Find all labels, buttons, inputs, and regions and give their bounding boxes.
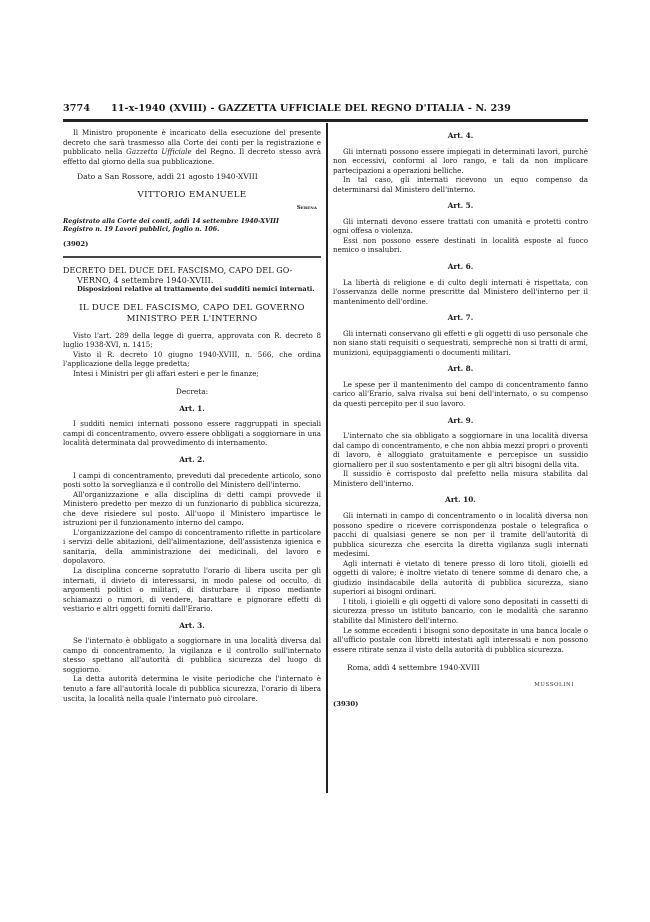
article-heading: Art. 6.: [447, 262, 474, 272]
right-column: [333, 128, 588, 710]
visto-paragraph: Visto il R. decreto 10 giugno 1940-XVIII, n. 566, che ordina l'applicazione della legge predetta;: [63, 349, 321, 369]
article-heading: Art. 2.: [179, 454, 205, 464]
article-paragraph: Le spese per il mantenimento del campo di concentramento fanno carico all'Erario, salva rivalsa sui beni dell'internato, o su compenso da questi percepito per il suo lavoro.: [333, 379, 588, 409]
left-column: [63, 128, 321, 703]
minister-signature: Serena: [296, 205, 317, 212]
column-divider: [326, 123, 328, 793]
section-rule: [63, 256, 321, 258]
article-paragraph: Il sussidio è corrisposto dal prefetto nella misura stabilita dal Ministero dell'interno.: [333, 469, 588, 488]
issuer-heading: IL DUCE DEL FASCISMO, CAPO DEL GOVERNO MINISTRO PER L'INTERNO: [79, 302, 305, 324]
article-paragraph: Gli internati conservano gli effetti e gli oggetti di uso personale che non siano stati requisiti o sequestrati, semprechè non si tratti di armi, munizioni, equipaggiamenti o documenti militari.: [333, 328, 588, 357]
intesi-paragraph: Intesi i Ministri per gli affari esteri e per le finanze;: [73, 368, 259, 378]
article-paragraph: Essi non possono essere destinati in località esposte al fuoco nemico o insalubri.: [333, 235, 588, 255]
decree-subject: Disposizioni relative al trattamento dei sudditi nemici internati.: [77, 285, 315, 293]
registration-line: Registro n. 19 Lavori pubblici, foglio n. 106.: [63, 226, 220, 234]
article-paragraph: L'organizzazione del campo di concentramento riflette in particolare i servizi delle abitazioni, dell'alimentazione, dell'assistenza igienica e sanitaria, della amministrazione dei medicinali, del lavoro e dopolavoro.: [63, 527, 321, 566]
article-heading: Art. 4.: [447, 131, 474, 140]
article-paragraph: Gli internati possono essere impiegati in determinati lavori, purchè non eccessivi, conformi al loro rango, e tali da non implicare partecipazioni a operazioni belliche.: [333, 146, 588, 175]
mussolini-signature: MUSSOLINI: [534, 681, 574, 688]
gazette-name: Gazzetta Ufficiale: [126, 147, 192, 157]
article-heading: Art. 1.: [179, 403, 205, 413]
article-heading: Art. 8.: [447, 364, 474, 374]
article-heading: Art. 3.: [179, 620, 205, 630]
decree-title: DECRETO DEL DUCE DEL FASCISMO, CAPO DEL GO- VERNO, 4 settembre 1940-XVIII.: [63, 266, 293, 285]
page-number: 3774: [63, 103, 91, 114]
article-heading: Art. 5.: [447, 201, 474, 211]
article-paragraph: Le somme eccedenti i bisogni sono depositate in una banca locale o all'ufficio postale con libretti intestati agli interessati e non possono essere ritirate senza il visto della autorità di pubblica sicurezza.: [333, 625, 588, 654]
article-paragraph: In tal caso, gli internati ricevono un equo compenso da determinarsi dal Ministero dell'interno.: [333, 175, 588, 194]
article-heading: Art. 9.: [447, 415, 474, 425]
article-paragraph: La disciplina concerne sopratutto l'orario di libera uscita per gli internati, il divieto di interessarsi, in modo palese od occulto, di argomenti politici o militari, di disturbare il riposo mediante schiamazzi o rumori, di vendere, barattare e pignorare effetti di vestiario e altri oggetti forniti dall'Erario.: [63, 565, 321, 614]
dato-line: Dato a San Rossore, addì 21 agosto 1940-XVIII: [77, 172, 258, 182]
article-paragraph: I titoli, i gioielli e gli oggetti di valore sono depositati in cassetti di sicurezza presso un istituto bancario, con le modalità che saranno stabilite dal Ministero dell'interno.: [333, 596, 588, 625]
article-heading: Art. 7.: [447, 313, 474, 323]
roma-date-line: Roma, addì 4 settembre 1940-XVIII: [347, 663, 480, 673]
running-title: 11-x-1940 (XVIII) - GAZZETTA UFFICIALE DEL REGNO D'ITALIA - N. 239: [111, 103, 511, 114]
king-signature: VITTORIO EMANUELE: [137, 189, 247, 200]
decree-number: (3930): [333, 700, 359, 709]
registration-line: Registrato alla Corte dei conti, addì 14 settembre 1940-XVIII: [63, 217, 279, 225]
article-paragraph: Agli internati è vietato di tenere presso di loro titoli, gioielli ed oggetti di valore; è inoltre vietato di tenere somme di denaro che, a giudizio insindacabile della autorità di pubblica sicurezza, siano superiori ai bisogni ordinari.: [333, 558, 588, 597]
decree-number: (3902): [63, 239, 89, 248]
article-paragraph: La libertà di religione e di culto degli internati è rispettata, con l'osservanza delle norme prescritte dal Ministero dell'interno per il mantenimento dell'ordine.: [333, 277, 588, 306]
running-header: [63, 103, 588, 117]
article-paragraph: L'internato che sia obbligato a soggiornare in una località diversa dal campo di concentramento, e che non abbia mezzi propri o proventi di lavoro, è alloggiato gratuitamente e percepisce un sussidio giornaliero per il suo sostentamento e per gli altri bisogni della vita.: [333, 431, 588, 469]
article-paragraph: La detta autorità determina le visite periodiche che l'internato è tenuto a fare all'autorità locale di pubblica sicurezza, l'orario di libera uscita, la località nella quale l'internato può circolare.: [63, 674, 321, 703]
visto-paragraph: Visto l'art. 289 della legge di guerra, approvata con R. decreto 8 luglio 1938-XVI, n. 1415;: [63, 330, 321, 350]
closing-paragraph: Il Ministro proponente è incaricato della esecuzione del presente decreto che sarà trasmesso alla Corte dei conti per la registrazione e pubblicato nella Gazzetta Ufficiale del Regno. Il decreto stesso avrà effetto dal giorno della sua pubblicazione.: [63, 128, 321, 166]
article-paragraph: Se l'internato è obbligato a soggiornare in una località diversa dal campo di concentramento, la vigilanza e il controllo sull'internato stesso spettano all'autorità di pubblica sicurezza del luogo di soggiorno.: [63, 636, 321, 674]
article-paragraph: All'organizzazione e alla disciplina di detti campi provvede il Ministero predetto per mezzo di un funzionario di pubblica sicurezza, che deve risiedere sul posto. All'uopo il Ministero impartisce le istruzioni per il funzionamento interno del campo.: [63, 489, 321, 528]
article-paragraph: I sudditi nemici internati possono essere raggruppati in speciali campi di concentramento, ovvero essere obbligati a soggiornare in una località determinata dal provvedimento di internamento.: [63, 419, 321, 448]
article-paragraph: Gli internati devono essere trattati con umanità e protetti contro ogni offesa o violenza.: [333, 216, 588, 236]
decreta-label: Decreta:: [175, 387, 209, 397]
article-heading: Art. 10.: [445, 495, 476, 505]
article-paragraph: Gli internati in campo di concentramento o in località diversa non possono spedire o ricevere corrispondenza postale o telegrafica o pacchi di qualsiasi genere se non per il tramite dell'autorità di pubblica sicurezza che esercita la diretta vigilanza sugli internati medesimi.: [333, 510, 588, 559]
article-paragraph: I campi di concentramento, preveduti dal precedente articolo, sono posti sotto la sorveglianza e il controllo del Ministero dell'interno.: [63, 470, 321, 490]
header-rule: [63, 119, 588, 122]
